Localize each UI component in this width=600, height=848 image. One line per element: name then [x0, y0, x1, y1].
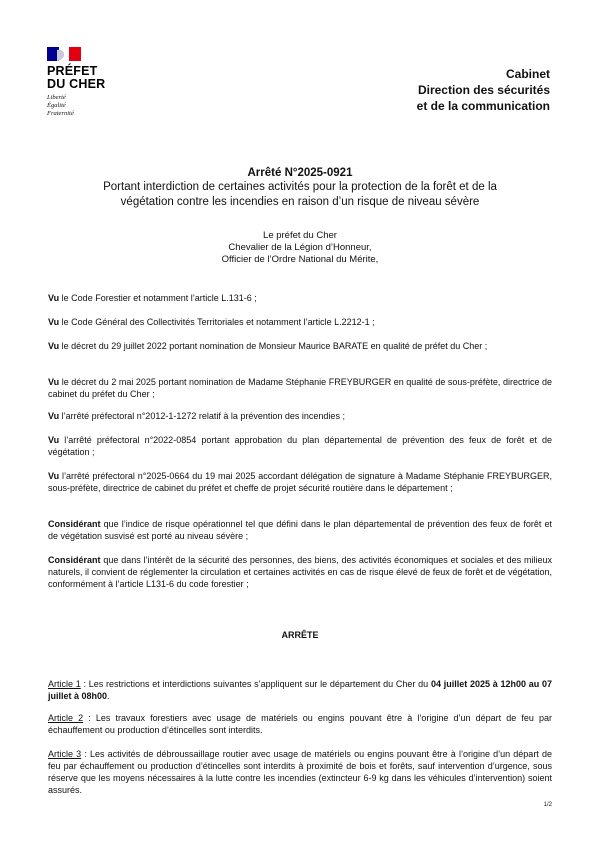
visa-lead: Vu: [48, 435, 60, 445]
visa-lead: Vu: [48, 341, 60, 351]
considerant-paragraph: [48, 554, 552, 590]
visa-text: le Code Forestier et notamment l’article L.131-6 ;: [59, 293, 257, 303]
logo-line1: PRÉFET: [47, 64, 98, 78]
considerant-text: que l’indice de risque opérationnel tel que défini dans le plan départemental de prévention des feux de forêt et de végétation susvisé est porté au niveau sévère ;: [48, 519, 552, 541]
article-label: Article 2: [48, 713, 84, 723]
visa-paragraph: [48, 340, 552, 352]
motto-liberte: Liberté: [47, 94, 66, 101]
visa-text: l’arrêté préfectoral n°2022-0854 portant approbation du plan départemental de prévention des feux de forêt et de végétation ;: [48, 435, 552, 457]
document-title: [48, 166, 552, 210]
visa-lead: Vu: [48, 377, 60, 387]
article-2: [48, 712, 552, 736]
logo-line2: DU CHER: [47, 77, 106, 91]
visa-lead: Vu: [48, 411, 60, 421]
visa-lead: Vu: [48, 317, 60, 327]
visa-text: le Code Général des Collectivités Territoriales et notamment l’article L.2212-1 ;: [59, 317, 375, 327]
article-text: : Les activités de débroussaillage routier avec usage de matériels ou engins pouvant être à l’origine d’un départ de feu par échauffement ou production d’étincelles sont interdits à proximité de bois et forêts, sauf intervention d’urgence, sous réserve que les moyens nécessaires à la lutte contre les incendies (extincteur 6-9 kg dans les véhicules d’intervention) soient assurés.: [48, 749, 552, 795]
republic-motto: [47, 94, 74, 118]
visa-paragraph: [48, 434, 552, 458]
considerant-lead: Considérant: [48, 555, 101, 565]
visa-text: l’arrêté préfectoral n°2012-1-1272 relatif à la prévention des incendies ;: [59, 411, 345, 421]
arrete-heading: ARRÊTE: [281, 630, 319, 640]
article-3: [48, 748, 552, 796]
prefet-line2: Chevalier de la Légion d’Honneur,: [228, 242, 372, 253]
motto-egalite: Égalité: [47, 102, 66, 109]
visa-paragraph: [48, 316, 552, 328]
prefet-line1: Le préfet du Cher: [263, 230, 337, 241]
visa-text: le décret du 2 mai 2025 portant nomination de Madame Stéphanie FREYBURGER en qualité de sous-préfète, directrice de cabinet du préfet du Cher ;: [48, 377, 552, 399]
article-text: : Les travaux forestiers avec usage de matériels ou engins pouvant être à l’origine d’un départ de feu par échauffement ou production d’étincelles sont interdits.: [48, 713, 552, 735]
page-number: 1/2: [543, 802, 552, 808]
prefet-line3: Officier de l’Ordre National du Mérite,: [221, 254, 379, 265]
title-line1: Portant interdiction de certaines activités pour la protection de la forêt et de la: [103, 181, 497, 193]
article-label: Article 1: [48, 679, 81, 689]
motto-fraternite: Fraternité: [47, 110, 74, 117]
visa-lead: Vu: [48, 293, 60, 303]
visa-paragraph: [48, 470, 552, 494]
considerant-lead: Considérant: [48, 519, 101, 529]
considerant-paragraph: [48, 518, 552, 542]
visa-lead: Vu: [48, 471, 60, 481]
visa-paragraph: [48, 376, 552, 400]
title-line2: végétation contre les incendies en raison d’un risque de niveau sévère: [120, 196, 480, 208]
prefet-signatory: [48, 230, 552, 266]
visa-paragraph: [48, 410, 552, 422]
article-text: : Les restrictions et interdictions suivantes s’appliquent sur le département du Cher du: [80, 679, 431, 689]
service-line1: Cabinet: [505, 67, 550, 81]
service-header: [417, 66, 550, 114]
article-dates: 04 juillet 2025 à 12h00 au 07 juillet à 08h00: [48, 679, 553, 701]
service-line2: Direction des sécurités: [417, 83, 550, 97]
service-line3: et de la communication: [416, 99, 550, 113]
visa-paragraph: [48, 292, 552, 304]
considerant-text: que dans l’intérêt de la sécurité des personnes, des biens, des activités économiques et sociales et des milieux naturels, il convient de réglementer la circulation et certaines activités en cas de risque élevé de feux de forêt et de végétation, conformément à l’article L131-6 du code forestier ;: [48, 555, 552, 589]
visa-text: l’arrêté préfectoral n°2025-0664 du 19 mai 2025 accordant délégation de signature à Madame Stéphanie FREYBURGER, sous-préfète, directrice de cabinet du préfet et cheffe de projet sécurité routière dans le département ;: [48, 471, 552, 493]
article-end: .: [107, 691, 110, 701]
visa-text: le décret du 29 juillet 2022 portant nomination de Monsieur Maurice BARATE en qualité de préfet du Cher ;: [59, 341, 488, 351]
logo-text: [47, 65, 105, 91]
article-label: Article 3: [48, 749, 82, 759]
article-1: [48, 678, 552, 702]
arrete-number: Arrêté N°2025-0921: [247, 167, 353, 179]
marianne-flag-icon: [47, 47, 81, 61]
